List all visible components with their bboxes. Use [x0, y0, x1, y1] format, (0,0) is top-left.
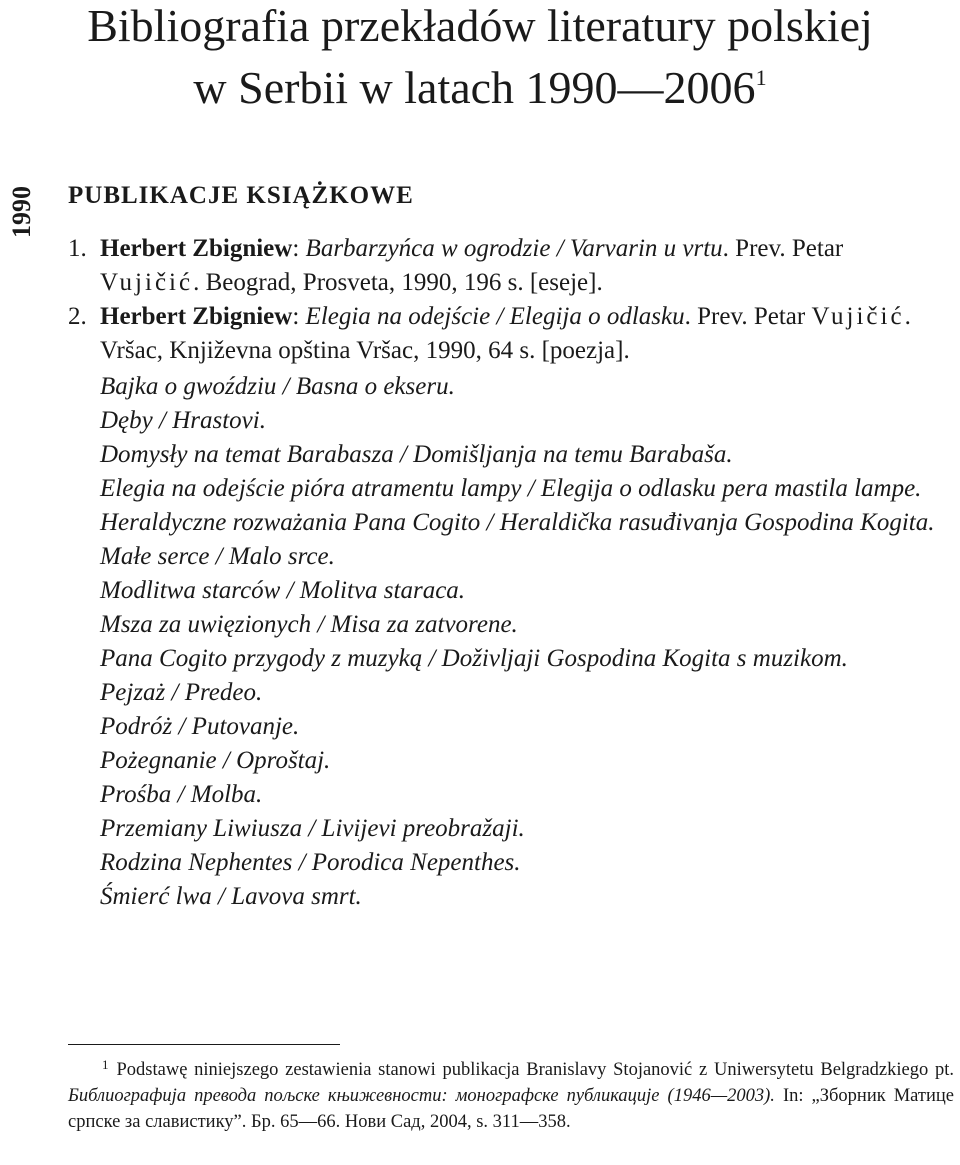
poem-item: Modlitwa starców / Molitva staraca.	[100, 577, 466, 604]
poem-item: Pana Cogito przygody z muzyką / Doživljaji Gospodina Kogita s muzikom.	[100, 645, 848, 672]
poem-item: Przemiany Liwiusza / Livijevi preobražaji.	[100, 815, 525, 842]
title-line-1: Bibliografia przekładów literatury polskiej	[87, 0, 873, 51]
footnote-divider	[68, 1044, 340, 1045]
entry-title: Elegia na odejście / Elegija o odlasku	[305, 303, 685, 330]
entry-author: Herbert Zbigniew	[100, 235, 293, 262]
footnote-text-a: Podstawę niniejszego zestawienia stanowi publikacja Branislavy Stojanović z Uniwersytetu Belgradzkiego pt.	[116, 1060, 954, 1080]
footnote-text-b: In: „Зборник Матице српске за славистику”. Бр. 65—66. Нови Сад, 2004, s. 311—358.	[68, 1086, 955, 1132]
poem-item: Podróż / Putovanje.	[100, 713, 300, 740]
poem-item: Heraldyczne rozważania Pana Cogito / Heraldička rasuđivanja Gospodina Kogita.	[100, 509, 935, 536]
section-heading: PUBLIKACJE KSIĄŻKOWE	[68, 182, 414, 209]
entry-author: Herbert Zbigniew	[100, 303, 293, 330]
bibliography-entry	[68, 232, 948, 300]
entry-separator: :	[292, 303, 306, 330]
title-line-2: w Serbii w latach 1990—2006	[193, 62, 756, 113]
poem-item: Prośba / Molba.	[100, 781, 263, 808]
poem-item: Małe serce / Malo srce.	[100, 543, 335, 570]
entry-separator: :	[292, 235, 306, 262]
document-title	[0, 0, 960, 114]
footnote	[68, 1052, 954, 1135]
footnote-cited-title: Библиографија превода пољске књижевности: монографске публикације (1946—2003).	[68, 1086, 775, 1106]
entry-translator: Vujičić	[811, 303, 905, 330]
poem-item: Msza za uwięzionych / Misa za zatvorene.	[100, 611, 518, 638]
entry-prev: . Prev. Petar	[722, 235, 844, 262]
entry-translator: Vujičić	[100, 269, 194, 296]
year-side-tab: 1990	[7, 186, 36, 238]
footnote-number: 1	[102, 1057, 109, 1072]
entry-number: 2.	[68, 303, 87, 330]
poem-item: Pożegnanie / Oproštaj.	[100, 747, 331, 774]
poem-item: Bajka o gwoździu / Basna o ekseru.	[100, 373, 455, 400]
poem-item: Rodzina Nephentes / Porodica Nepenthes.	[100, 849, 521, 876]
title-footnote-mark: 1	[755, 65, 767, 90]
poem-item: Elegia na odejście pióra atramentu lampy / Elegija o odlasku pera mastila lampe.	[100, 475, 922, 502]
entry-prev: . Prev. Petar	[684, 303, 812, 330]
entry-number: 1.	[68, 235, 87, 262]
poem-item: Domysły na temat Barabasza / Domišljanja na temu Barabaša.	[100, 441, 733, 468]
entries-list	[68, 232, 948, 368]
poem-item: Pejzaż / Predeo.	[100, 679, 263, 706]
entry-title: Barbarzyńca w ogrodzie / Varvarin u vrtu	[305, 235, 723, 262]
poem-item: Dęby / Hrastovi.	[100, 407, 266, 434]
entry-details: . Beograd, Prosveta, 1990, 196 s. [eseje].	[193, 269, 603, 296]
poem-item: Śmierć lwa / Lavova smrt.	[100, 883, 362, 910]
bibliography-entry	[68, 300, 948, 368]
entry-details: . Vršac, Književna opština Vršac, 1990, 64 s. [poezja].	[100, 303, 911, 364]
poem-list	[100, 370, 956, 914]
